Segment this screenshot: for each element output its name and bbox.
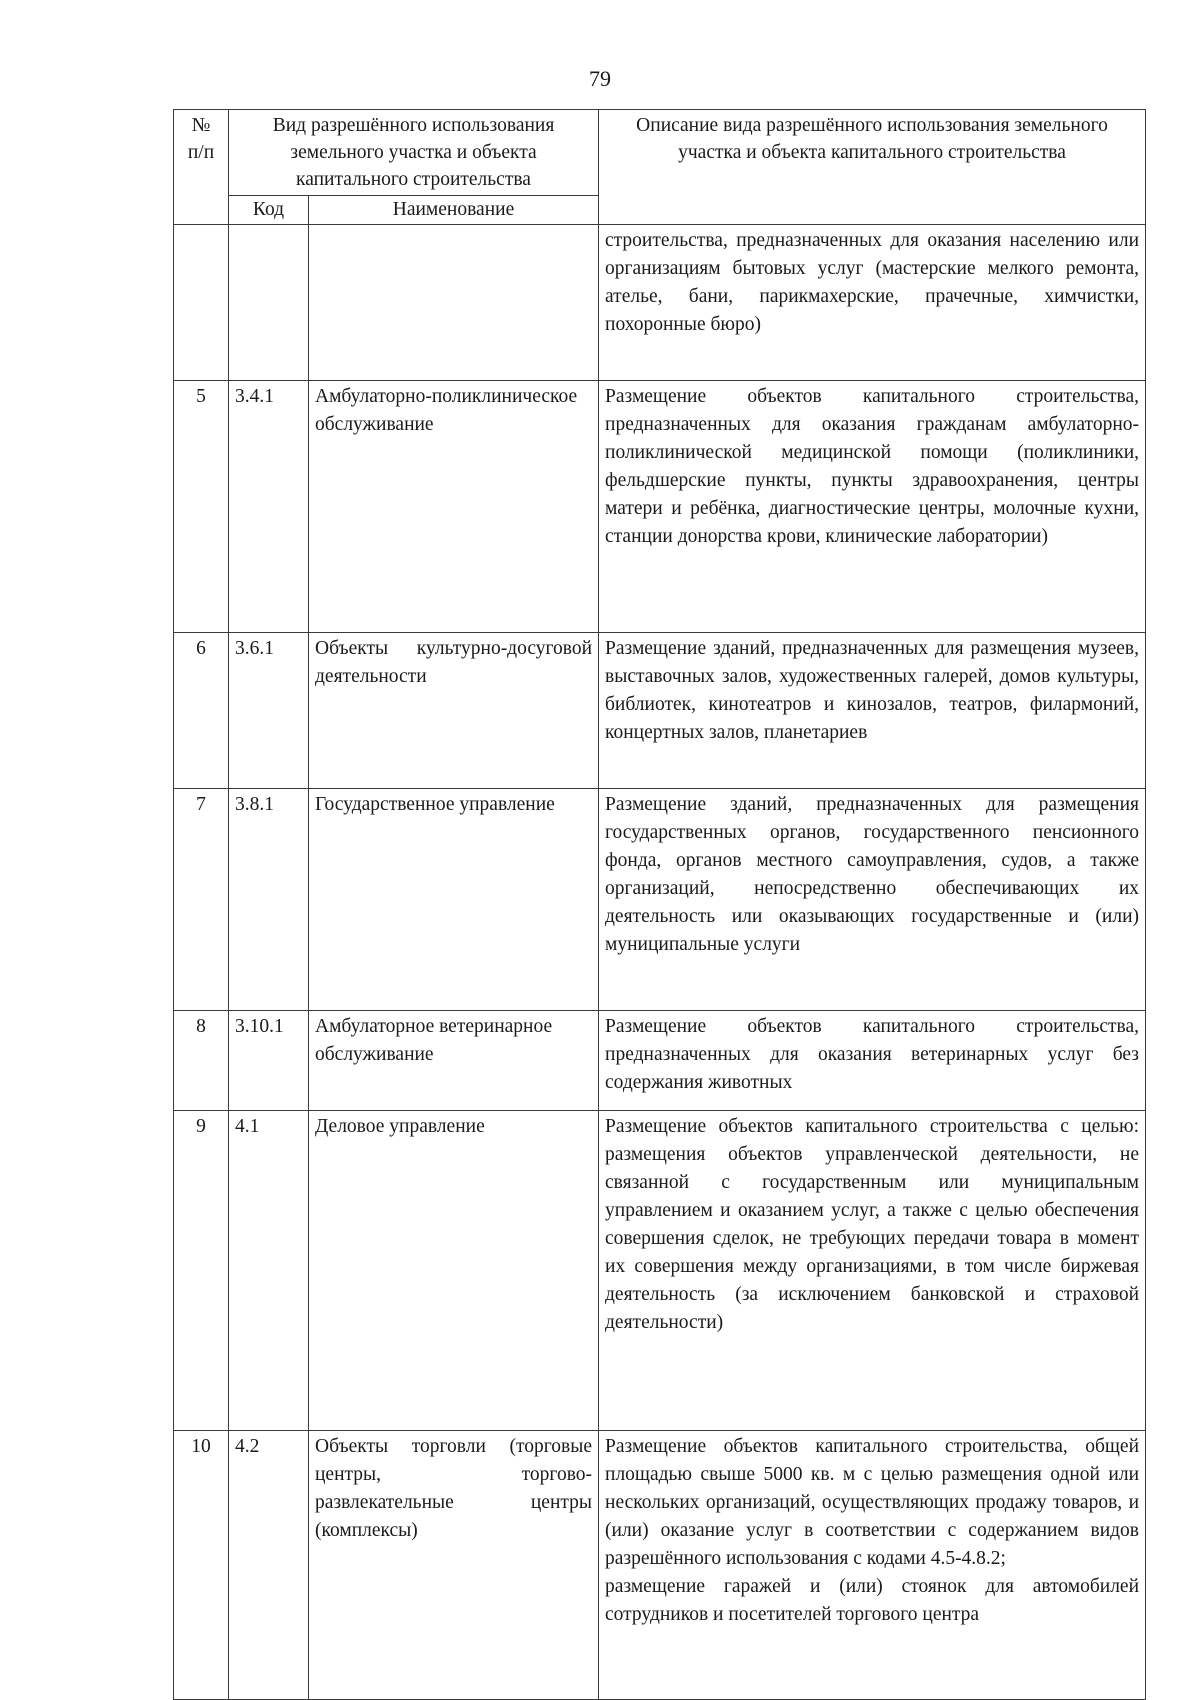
land-use-table [173, 109, 1146, 1700]
row-code: 3.6.1 [229, 633, 309, 789]
description-paragraph: размещение гаражей и (или) стоянок для автомобилей сотрудников и посетителей торгового центра [605, 1576, 1140, 1625]
description-paragraph: Размещение объектов капитального строительства с целью: размещения объектов управленческой деятельности, не связанной с государственным или муниципальным управлением и оказанием услуг, а также с целью обеспечения совершения сделок, не требующих передачи товара в момент их совершения между организациями, в том числе биржевая деятельность (за исключением банковской и страховой деятельности) [605, 1116, 1140, 1333]
row-name: Амбулаторно-поликлиническое обслуживание [309, 381, 599, 633]
header-code: Код [229, 196, 309, 225]
row-number: 8 [174, 1011, 229, 1111]
row-description [599, 225, 1146, 381]
row-number: 5 [174, 381, 229, 633]
header-number-label: № п/п [187, 115, 215, 163]
table-row [174, 225, 1146, 381]
row-name [309, 225, 599, 381]
row-number [174, 225, 229, 381]
description-paragraph: Размещение зданий, предназначенных для размещения государственных органов, государственного пенсионного фонда, органов местного самоуправления, судов, а также организаций, непосредственно обеспечивающих их деятельность или оказывающих государственные и (или) муниципальные услуги [605, 794, 1140, 955]
row-name: Амбулаторное ветеринарное обслуживание [309, 1011, 599, 1111]
table-row [174, 1011, 1146, 1111]
row-code: 4.1 [229, 1111, 309, 1431]
row-number: 6 [174, 633, 229, 789]
header-description: Описание вида разрешённого использования земельного участка и объекта капитального строительства [599, 110, 1146, 225]
row-code: 3.10.1 [229, 1011, 309, 1111]
table-row [174, 1111, 1146, 1431]
table-row [174, 789, 1146, 1011]
header-name: Наименование [309, 196, 599, 225]
table-row [174, 1431, 1146, 1700]
description-paragraph: Размещение зданий, предназначенных для размещения музеев, выставочных залов, художественных галерей, домов культуры, библиотек, кинотеатров и кинозалов, театров, филармоний, концертных залов, планетариев [605, 638, 1140, 743]
row-code: 4.2 [229, 1431, 309, 1700]
row-code: 3.8.1 [229, 789, 309, 1011]
description-paragraph: Размещение объектов капитального строительства, общей площадью свыше 5000 кв. м с целью размещения одной или нескольких организаций, осуществляющих продажу товаров, и (или) оказание услуг в соответствии с содержанием видов разрешённого использования с кодами 4.5-4.8.2; [605, 1436, 1140, 1569]
header-number [174, 110, 229, 225]
row-description [599, 1431, 1146, 1700]
row-name: Объекты торговли (торговые центры, торгово-развлекательные центры (комплексы) [309, 1431, 599, 1700]
description-paragraph: строительства, предназначенных для оказания населению или организациям бытовых услуг (мастерские мелкого ремонта, ателье, бани, парикмахерские, прачечные, химчистки, похоронные бюро) [605, 230, 1140, 335]
row-code: 3.4.1 [229, 381, 309, 633]
row-description [599, 789, 1146, 1011]
header-type-group: Вид разрешённого использования земельного участка и объекта капитального строительства [229, 110, 599, 196]
row-name: Объекты культурно-досуговой деятельности [309, 633, 599, 789]
row-description [599, 1111, 1146, 1431]
page-number: 79 [589, 66, 611, 91]
row-name: Государственное управление [309, 789, 599, 1011]
table-row [174, 381, 1146, 633]
description-paragraph: Размещение объектов капитального строительства, предназначенных для оказания ветеринарных услуг без содержания животных [605, 1016, 1140, 1093]
row-name: Деловое управление [309, 1111, 599, 1431]
table-row [174, 633, 1146, 789]
row-number: 7 [174, 789, 229, 1011]
row-number: 10 [174, 1431, 229, 1700]
row-description [599, 1011, 1146, 1111]
row-description [599, 381, 1146, 633]
row-description [599, 633, 1146, 789]
description-paragraph: Размещение объектов капитального строительства, предназначенных для оказания гражданам амбулаторно-поликлинической медицинской помощи (поликлиники, фельдшерские пункты, пункты здравоохранения, центры матери и ребёнка, диагностические центры, молочные кухни, станции донорства крови, клинические лаборатории) [605, 386, 1140, 547]
row-code [229, 225, 309, 381]
row-number: 9 [174, 1111, 229, 1431]
